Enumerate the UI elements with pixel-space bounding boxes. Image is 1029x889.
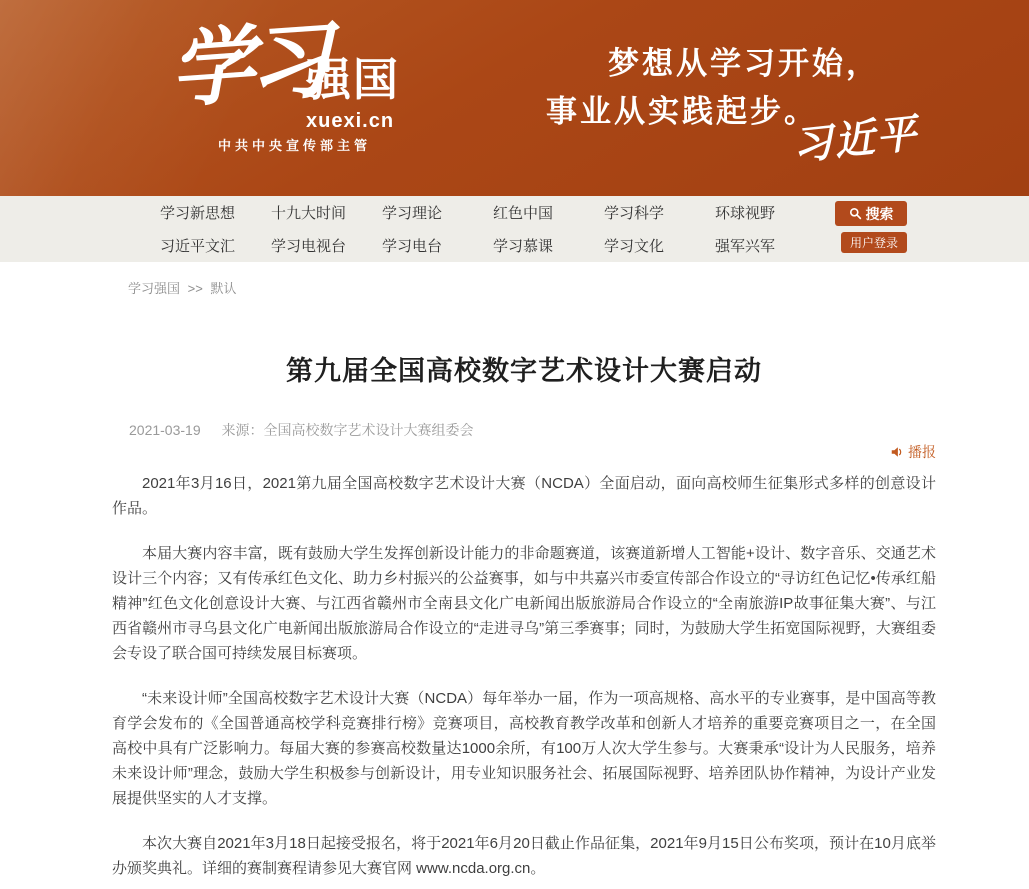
broadcast-label: 播报	[908, 444, 936, 460]
broadcast-row	[112, 443, 936, 461]
slogan	[0, 0, 1029, 196]
article-source	[222, 422, 474, 438]
speaker-icon	[890, 445, 904, 459]
slogan-line-1: 梦想从学习开始，	[608, 46, 880, 82]
article-meta	[112, 420, 936, 440]
logo-domain: xuexi.cn	[306, 110, 395, 132]
search-icon	[849, 207, 862, 220]
signature-calligraphy: 习近平	[790, 109, 921, 170]
nav-links	[160, 196, 826, 262]
article-date: 2021-03-19	[129, 422, 201, 438]
search-button-label: 搜索	[865, 205, 894, 222]
nav-item-xuexi-dianshitai[interactable]: 学习电视台	[271, 238, 347, 255]
breadcrumb-current[interactable]: 默认	[210, 281, 237, 296]
breadcrumb-root[interactable]: 学习强国	[128, 281, 181, 296]
article-body	[112, 471, 936, 881]
broadcast-button[interactable]	[890, 443, 936, 461]
breadcrumb-separator: >>	[187, 281, 203, 296]
article-title: 第九届全国高校数字艺术设计大赛启动	[286, 356, 762, 386]
logo-supervisor: 中共中央宣传部主管	[218, 138, 372, 153]
paragraph-4: 本次大赛自2021年3月18日起接受报名，将于2021年6月20日截止作品征集，2021年9月15日公布奖项，预计在10月底举办颁奖典礼。详细的赛制赛程请参见大赛官网 www.ncda.org.cn。	[112, 835, 936, 877]
article-source-name: 全国高校数字艺术设计大赛组委会	[263, 422, 474, 438]
nav-item-shijiuda-shijian[interactable]: 十九大时间	[271, 205, 347, 222]
paragraph-1: 2021年3月16日，2021第九届全国高校数字艺术设计大赛（NCDA）全面启动，面向高校师生征集形式多样的创意设计作品。	[112, 475, 936, 517]
nav-item-xuexi-kexue[interactable]: 学习科学	[604, 205, 665, 222]
nav-item-xuexi-diantai[interactable]: 学习电台	[382, 238, 443, 255]
slogan-line-2: 事业从实践起步。	[546, 94, 818, 130]
search-button[interactable]	[835, 201, 907, 226]
site-header	[0, 0, 1029, 196]
nav-item-huanqiu-shiye[interactable]: 环球视野	[715, 205, 776, 222]
logo-wordmark: 强国	[306, 54, 401, 105]
nav-item-xuexi-lilun[interactable]: 学习理论	[382, 205, 443, 222]
main-nav	[0, 196, 1029, 262]
paragraph-3: “未来设计师”全国高校数字艺术设计大赛（NCDA）每年举办一届，作为一项高规格、高水平的专业赛事，是中国高等教育学会发布的《全国普通高校学科竞赛排行榜》竞赛项目，高校教育教学改革和创新人才培养的重要竞赛项目之一，在全国高校中具有广泛影响力。每届大赛的参赛高校数量达1000余所，有100万人次大学生参与。大赛秉承“设计为人民服务，培养未来设计师”理念，鼓励大学生积极参与创新设计，用专业知识服务社会、拓展国际视野、培养团队协作精神，为设计产业发展提供坚实的人才支撑。	[112, 690, 936, 807]
nav-item-hongse-zhongguo[interactable]: 红色中国	[493, 205, 554, 222]
paragraph-2: 本届大赛内容丰富，既有鼓励大学生发挥创新设计能力的非命题赛道，该赛道新增人工智能+设计、数字音乐、交通艺术设计三个内容；又有传承红色文化、助力乡村振兴的公益赛事，如与中共嘉兴市委宣传部合作设立的“寻访红色记忆•传承红船精神”红色文化创意设计大赛、与江西省赣州市全南县文化广电新闻出版旅游局合作设立的“全南旅游IP故事征集大赛”、与江西省赣州市寻乌县文化广电新闻出版旅游局合作设立的“走进寻乌”第三季赛事；同时，为鼓励大学生拓宽国际视野，大赛组委会专设了联合国可持续发展目标赛项。	[112, 545, 936, 662]
nav-item-xuexi-muke[interactable]: 学习慕课	[493, 238, 554, 255]
nav-item-xuexi-wenhua[interactable]: 学习文化	[604, 238, 665, 255]
article-source-label: 来源：	[221, 422, 264, 438]
nav-actions	[835, 201, 907, 253]
login-button[interactable]: 用户登录	[841, 232, 907, 253]
nav-item-qiangjun-xingjun[interactable]: 强军兴军	[715, 238, 776, 255]
nav-item-xijinping-wenhui[interactable]: 习近平文汇	[160, 238, 236, 255]
breadcrumb	[128, 278, 1029, 297]
logo-calligraphy: 学习	[166, 9, 330, 120]
article	[112, 353, 936, 881]
nav-item-xuexi-xinsixiang[interactable]: 学习新思想	[160, 205, 236, 222]
